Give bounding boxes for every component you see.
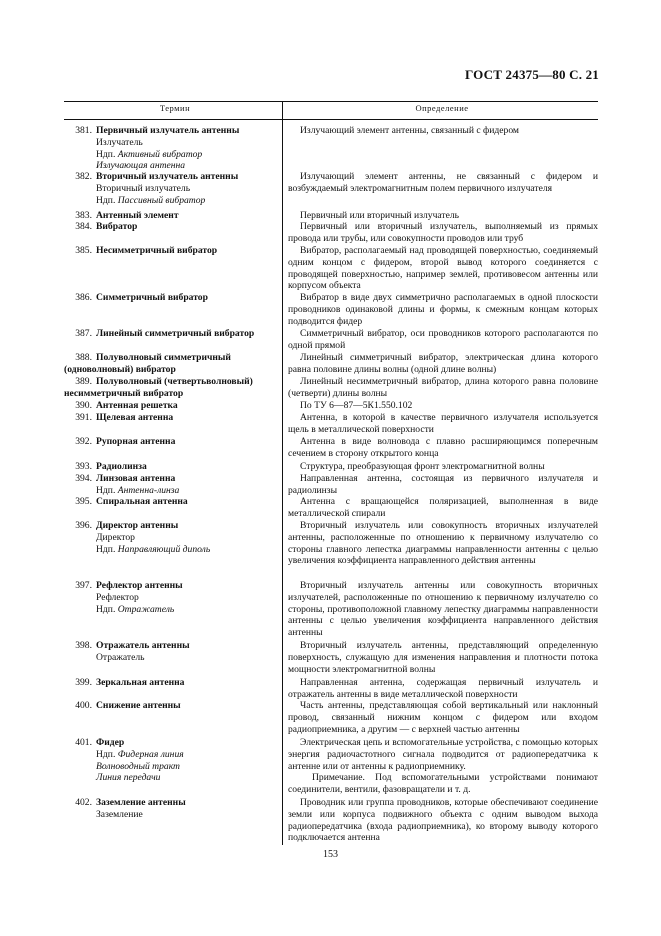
deprecated-term: Направляющий диполь — [117, 543, 211, 555]
term-line — [64, 125, 279, 137]
definition-paragraph: Проводник или группа проводников, которые обеспечивают соединение земли или корпуса подвижного объекта с одним выводом выхода радиопередатчика (входа радиоприемника), ко второму выводу которого подключается антенна — [288, 797, 598, 844]
term-cell — [64, 496, 279, 508]
term-name: Первичный излучатель антенны — [96, 125, 240, 136]
term-synonym: Рефлектор — [96, 591, 139, 603]
term-line — [64, 496, 279, 508]
ndp-label: Ндп. — [96, 603, 116, 615]
definition-paragraph: Антенна с вращающейся поляризацией, выполненная в виде металлической спирали — [288, 496, 598, 519]
column-header-definition: Определение — [415, 103, 469, 113]
definition-cell — [288, 580, 598, 639]
term-line — [64, 171, 279, 183]
definition-paragraph: Излучающий элемент антенны, связанный с фидером — [300, 125, 520, 136]
definition-cell — [288, 125, 598, 137]
term-synonym: Вторичный излучатель — [96, 182, 191, 194]
term-line — [64, 245, 279, 257]
term-deprecated — [64, 749, 279, 761]
term-number: 394. — [75, 473, 92, 484]
deprecated-term: Пассивный вибратор — [117, 194, 206, 206]
term-number: 390. — [75, 400, 92, 411]
definition-cell — [288, 461, 598, 473]
term-name: Отражатель антенны — [96, 640, 190, 651]
term-line — [64, 221, 279, 233]
term-line — [64, 700, 279, 712]
definition-cell — [288, 245, 598, 292]
term-name: Фидер — [96, 737, 125, 748]
definition-cell — [288, 677, 598, 701]
term-name: Линейный симметричный вибратор — [96, 328, 255, 339]
term-synonym: Отражатель — [96, 651, 145, 663]
definition-cell — [288, 292, 598, 327]
term-cell — [64, 328, 279, 340]
term-number: 400. — [75, 700, 92, 711]
definition-paragraph: Антенна в виде волновода с плавно расширяющимся поперечным сечением в сторону открытого конца — [288, 436, 598, 459]
deprecated-term: Антенна-линза — [117, 484, 180, 496]
term-name: Директор антенны — [96, 520, 179, 531]
deprecated-term: Активный вибратор — [117, 148, 203, 160]
definition-paragraph: Первичный или вторичный излучатель — [300, 210, 460, 221]
term-line — [64, 376, 279, 400]
term-line — [64, 352, 279, 376]
term-name: Щелевая антенна — [96, 412, 174, 423]
term-line — [64, 328, 279, 340]
term-name: Антенная решетка — [96, 400, 178, 411]
term-deprecated — [64, 149, 279, 161]
definition-paragraph: Вибратор, располагаемый над проводящей поверхностью, соединяемый одним концом с фидером, второй вывод которого соединяется с проводящей поверхностью, например землей, противовесом антенны или корпусом объекта — [288, 245, 598, 292]
definition-cell — [288, 328, 598, 352]
term-cell — [64, 245, 279, 257]
deprecated-term: Излучающая антенна — [96, 160, 186, 172]
term-name: Вибратор — [96, 221, 138, 232]
term-line — [64, 677, 279, 689]
term-cell — [64, 580, 279, 615]
definition-cell — [288, 352, 598, 376]
page-number: 153 — [323, 849, 338, 860]
term-number: 386. — [75, 292, 92, 303]
term-line — [64, 461, 279, 473]
term-deprecated — [64, 772, 279, 784]
term-synonym: Заземление — [96, 808, 143, 820]
definition-paragraph: Линейный симметричный вибратор, электрическая длина которого равна половине длины волны (одной длине волны) — [288, 352, 598, 375]
term-number: 388. — [75, 352, 92, 363]
definition-cell — [288, 700, 598, 735]
term-number: 392. — [75, 436, 92, 447]
term-name: Антенный элемент — [96, 210, 179, 221]
term-name: Заземление антенны — [96, 797, 186, 808]
term-line — [64, 520, 279, 532]
term-number: 402. — [75, 797, 92, 808]
term-name: Линзовая антенна — [96, 473, 176, 484]
definition-paragraph: Вибратор в виде двух симметрично располагаемых в одной плоскости проводников одинаковой длины и формы, к смежным концам которых подводится фидер — [288, 292, 598, 327]
term-name: Спиральная антенна — [96, 496, 188, 507]
deprecated-term: Фидерная линия — [117, 748, 184, 760]
definition-paragraph: Направленная антенна, содержащая первичный излучатель и отражатель антенны в виде металлической поверхности — [288, 677, 598, 700]
definition-cell — [288, 376, 598, 400]
definition-paragraph: Линейный несимметричный вибратор, длина которого равна половине (четверти) длины волны — [288, 376, 598, 399]
definition-cell — [288, 737, 598, 796]
term-name: Рупорная антенна — [96, 436, 176, 447]
term-name: Полуволновый (четвертьволновый) несимметричный вибратор — [64, 376, 253, 399]
term-line — [64, 412, 279, 424]
term-number: 383. — [75, 210, 92, 221]
term-line — [64, 580, 279, 592]
definition-paragraph: Направленная антенна, состоящая из первичного излучателя и радиолинзы — [288, 473, 598, 496]
term-cell — [64, 436, 279, 448]
ndp-label: Ндп. — [96, 484, 116, 496]
term-line — [64, 436, 279, 448]
term-deprecated — [64, 604, 279, 616]
term-name: Несимметричный вибратор — [96, 245, 218, 256]
term-number: 397. — [75, 580, 92, 591]
term-name: Зеркальная антенна — [96, 677, 185, 688]
term-cell — [64, 520, 279, 555]
definition-cell — [288, 171, 598, 195]
term-cell — [64, 412, 279, 424]
term-cell — [64, 376, 279, 400]
definition-paragraph: Первичный или вторичный излучатель, выполняемый из прямых провода или трубы, или совокупности проводов или труб — [288, 221, 598, 244]
term-cell — [64, 700, 279, 712]
definition-cell — [288, 221, 598, 245]
term-number: 384. — [75, 221, 92, 232]
definition-paragraph: Электрическая цепь и вспомогательные устройства, с помощью которых энергия радиочастотного сигнала подводится от радиопередатчика к антенне или от антенны к радиоприемнику. — [288, 737, 598, 772]
term-deprecated — [64, 544, 279, 556]
deprecated-term: Отражатель — [117, 603, 175, 615]
definition-paragraph: Симметричный вибратор, оси проводников которого располагаются по одной прямой — [288, 328, 598, 351]
term-synonym: Излучатель — [96, 136, 143, 148]
term-deprecated — [64, 195, 279, 207]
ndp-label: Ндп. — [96, 148, 116, 160]
term-cell — [64, 461, 279, 473]
definition-paragraph: Часть антенны, представляющая собой вертикальный или наклонный провод, связанный нижним концом с фидером или входом радиоприемника, а другим — с верхней частью антенны — [288, 700, 598, 735]
term-cell — [64, 352, 279, 376]
deprecated-term: Волноводный тракт — [96, 760, 180, 772]
term-cell — [64, 292, 279, 304]
term-number: 401. — [75, 737, 92, 748]
term-cell — [64, 640, 279, 664]
term-line — [64, 640, 279, 652]
term-cell — [64, 473, 279, 497]
term-cell — [64, 677, 279, 689]
term-name: Радиолинза — [96, 461, 147, 472]
definition-paragraph: Примечание. Под вспомогательными устройствами понимают соединители, вентили, фазовращатели и т. д. — [288, 772, 598, 796]
deprecated-term: Линия передачи — [96, 772, 161, 784]
term-number: 391. — [75, 412, 92, 423]
term-number: 393. — [75, 461, 92, 472]
term-line — [64, 737, 279, 749]
ndp-label: Ндп. — [96, 748, 116, 760]
definition-cell — [288, 400, 598, 412]
term-cell — [64, 171, 279, 206]
definition-cell — [288, 520, 598, 567]
ndp-label: Ндп. — [96, 543, 116, 555]
term-name: Симметричный вибратор — [96, 292, 208, 303]
definition-cell — [288, 473, 598, 497]
definition-cell — [288, 412, 598, 436]
term-number: 387. — [75, 328, 92, 339]
definition-cell — [288, 797, 598, 844]
definition-cell — [288, 496, 598, 520]
term-number: 396. — [75, 520, 92, 531]
page-header: ГОСТ 24375—80 С. 21 — [465, 67, 599, 82]
term-number: 389. — [75, 376, 92, 387]
definition-paragraph: Антенна, в которой в качестве первичного излучателя используется щель в металлической поверхности — [288, 412, 598, 435]
ndp-label: Ндп. — [96, 194, 116, 206]
term-deprecated — [64, 485, 279, 497]
term-cell — [64, 400, 279, 412]
term-cell — [64, 797, 279, 821]
term-number: 399. — [75, 677, 92, 688]
definition-paragraph: Структура, преобразующая фронт электромагнитной волны — [300, 461, 545, 472]
definition-paragraph: Вторичный излучатель или совокупность вторичных излучателей антенны, расположенные по отношению к первичному излучателю со стороны главного лепестка диаграммы направленности антенны с целью увеличения коэффициента направленного действия антенны — [288, 520, 598, 567]
term-cell — [64, 737, 279, 784]
term-line — [64, 473, 279, 485]
term-number: 398. — [75, 640, 92, 651]
definition-paragraph: Излучающий элемент антенны, не связанный с фидером и возбуждаемый электромагнитным полем первичного излучателя — [288, 171, 598, 194]
term-name: Рефлектор антенны — [96, 580, 183, 591]
definition-paragraph: Вторичный излучатель антенны или совокупность вторичных излучателей, расположенные по отношению к первичному излучателю со стороны, противоположной главному лепестку диаграммы направленности антенны с целью увеличения коэффициента направленного действия антенны — [288, 580, 598, 639]
table-top-rule — [64, 101, 598, 102]
term-name: Полуволновый симметричный (одноволновый) вибратор — [64, 352, 231, 375]
table-header-rule — [64, 119, 598, 120]
term-number: 381. — [75, 125, 92, 136]
term-line — [64, 797, 279, 809]
column-header-term: Термин — [159, 103, 191, 113]
term-number: 395. — [75, 496, 92, 507]
table-column-divider — [282, 101, 283, 845]
term-name: Вторичный излучатель антенны — [96, 171, 239, 182]
term-cell — [64, 125, 279, 172]
term-synonym: Директор — [96, 531, 135, 543]
definition-cell — [288, 640, 598, 675]
definition-paragraph: По ТУ 6—87—5К1.550.102 — [300, 400, 413, 411]
term-number: 385. — [75, 245, 92, 256]
definition-paragraph: Вторичный излучатель антенны, представляющий определенную поверхность, служащую для изменения направления и плотности потока мощности электромагнитной волны — [288, 640, 598, 675]
term-deprecated — [64, 761, 279, 773]
term-name: Снижение антенны — [96, 700, 181, 711]
definition-cell — [288, 436, 598, 460]
term-number: 382. — [75, 171, 92, 182]
term-line — [64, 400, 279, 412]
term-line — [64, 292, 279, 304]
term-cell — [64, 221, 279, 233]
